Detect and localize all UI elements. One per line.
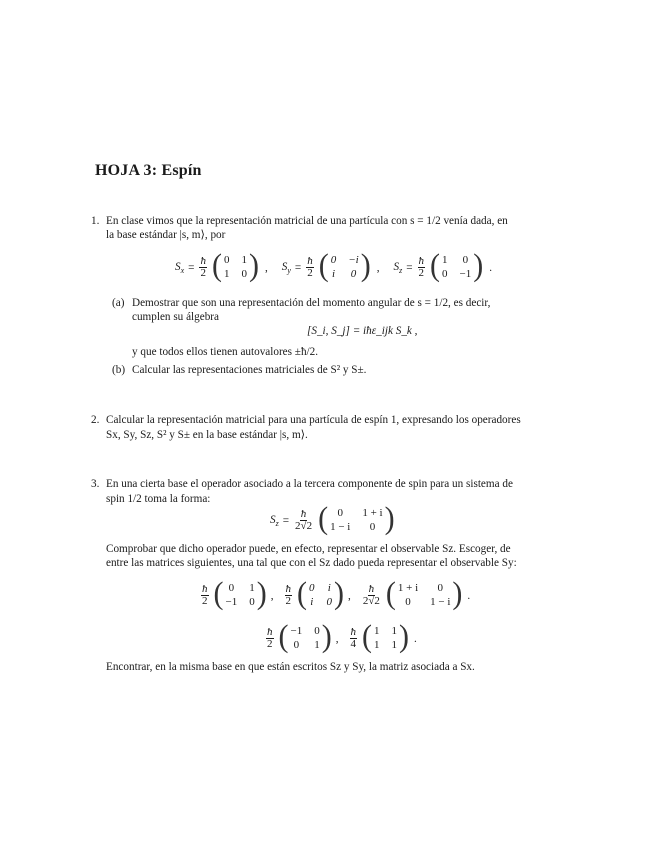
problem-1-intro-line2: la base estándar |s, m⟩, por bbox=[106, 229, 226, 241]
problem-3-line4: entre las matrices siguientes, una tal que con el Sz dado pueda representar el observable Sy: bbox=[106, 557, 517, 569]
problem-3-line1: En una cierta base el operador asociado a la tercera componente de spin para un sistema de bbox=[106, 478, 513, 490]
part-a-line1: Demostrar que son una representación del momento angular de s = 1/2, es decir, bbox=[132, 297, 491, 309]
sx-prefactor: $\frac{ħ}{2}$ bbox=[200, 255, 206, 279]
part-b-line: Calcular las representaciones matriciales de S² y S±. bbox=[132, 364, 367, 376]
problem-1-number: 1. bbox=[91, 215, 100, 227]
part-a-label: (a) bbox=[112, 297, 125, 309]
sx-matrix: ( 0 1 1 0 ) bbox=[211, 248, 259, 283]
candidate-matrix-5: ( 1 1 1 1 ) bbox=[362, 619, 410, 654]
sx-label: $S_x$ bbox=[175, 260, 185, 275]
problem-2-line1: Calcular la representación matricial para una partícula de espín 1, expresando los operadores bbox=[106, 414, 521, 426]
sz-matrix: ( 1 0 0 −1 ) bbox=[430, 248, 484, 283]
part-b-label: (b) bbox=[112, 364, 126, 376]
problem-3-line2: spin 1/2 toma la forma: bbox=[106, 493, 211, 505]
problem-1-intro-line1: En clase vimos que la representación matricial de una partícula con s = 1/2 venía dada, en bbox=[106, 215, 508, 227]
part-a-line3: y que todos ellos tienen autovalores ±ħ/2. bbox=[132, 346, 319, 358]
part-a-line2: cumplen su álgebra bbox=[132, 311, 219, 323]
candidate-matrices-row2: $\frac{ħ}{2}$ ( −1 0 0 1 ) , $\frac{ħ}{4}$ ( 1 1 1 1 ) . bbox=[267, 619, 417, 654]
problem-2-line2: Sx, Sy, Sz, S² y S± en la base estándar |s, m⟩. bbox=[106, 429, 308, 441]
problem-3-line5: Encontrar, en la misma base en que están escritos Sz y Sy, la matriz asociada a Sx. bbox=[106, 661, 475, 673]
problem-2-number: 2. bbox=[91, 414, 100, 426]
problem-3-line3: Comprobar que dicho operador puede, en efecto, representar el observable Sz. Escoger, de bbox=[106, 543, 511, 555]
candidate-matrix-1: ( 0 1 −1 0 ) bbox=[213, 576, 267, 611]
candidate-matrix-2: ( 0 i i 0 ) bbox=[297, 576, 345, 611]
sy-matrix: ( 0 −i i 0 ) bbox=[318, 248, 371, 283]
sy-prefactor: $\frac{ħ}{2}$ bbox=[307, 255, 313, 279]
sz-given-matrix: $S_z$ = $\frac{ħ}{2√2}$ ( 0 1 + i 1 − i 0 ) bbox=[270, 501, 395, 536]
candidate-matrix-3: ( 1 + i 0 0 1 − i ) bbox=[385, 576, 463, 611]
problem-3-number: 3. bbox=[91, 478, 100, 490]
candidate-matrices-row1: $\frac{ħ}{2}$ ( 0 1 −1 0 ) , $\frac{ħ}{2}$ ( 0 i i 0 ) , $\frac{ħ}{2√2}$ ( 1 + i 0 0 1 − i ) . bbox=[202, 576, 471, 611]
spin-half-matrices: $S_x$ = $\frac{ħ}{2}$ ( 0 1 1 0 ) , $S_y$ = $\frac{ħ}{2}$ ( 0 −i i 0 ) , $S_z$ = $\frac{ħ}{2}$ ( 1 0 0 −1 ) . bbox=[175, 248, 493, 283]
sz-prefactor: $\frac{ħ}{2}$ bbox=[418, 255, 425, 279]
sy-label: $S_y$ bbox=[281, 260, 291, 275]
sz-label: $S_z$ bbox=[393, 260, 403, 275]
candidate-matrix-4: ( −1 0 0 1 ) bbox=[278, 619, 332, 654]
page-title: HOJA 3: Espín bbox=[95, 162, 202, 179]
commutator-equation: [S_i, S_j] = iħε_ijk S_k , bbox=[307, 325, 418, 337]
